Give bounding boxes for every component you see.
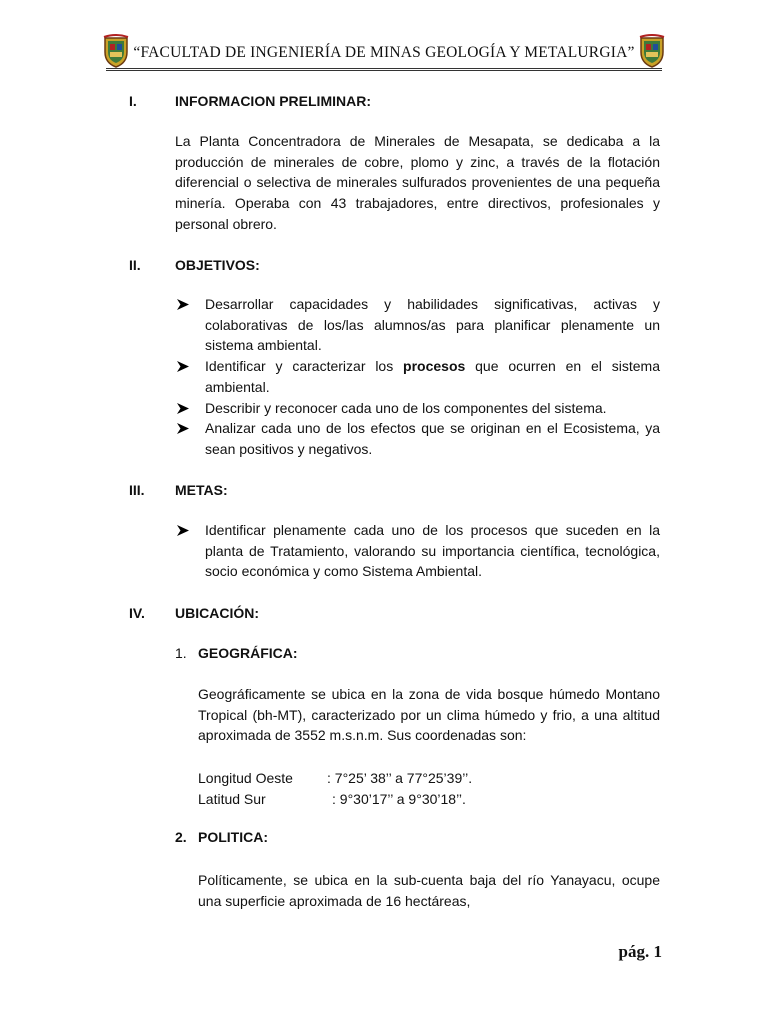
arrow-bullet-icon	[177, 525, 189, 536]
header-title: “FACULTAD DE INGENIERÍA DE MINAS GEOLOGÍA Y METALURGIA”	[133, 44, 635, 61]
header-rule	[106, 68, 662, 71]
list-item	[175, 294, 660, 356]
paragraph-geografica: Geográficamente se ubica en la zona de vida bosque húmedo Montano Tropical (bh-MT), caracterizado por un clima húmedo y frio, a una altitud aproximada de 3552 m.s.n.m. Sus coordenadas son:	[198, 686, 660, 744]
list-item	[175, 356, 660, 397]
section-number: II.	[129, 257, 141, 273]
arrow-bullet-icon	[177, 361, 189, 372]
section-number: III.	[129, 482, 145, 498]
section-title: UBICACIÓN:	[175, 605, 259, 621]
coordinate-label: Latitud Sur	[198, 790, 266, 807]
bullet-text: Describir y reconocer cada uno de los componentes del sistema.	[205, 399, 607, 416]
coordinate-value: : 9°30’17’’ a 9°30’18’’.	[332, 790, 466, 807]
bullet-text: Desarrollar capacidades y habilidades significativas, activas y colaborativas de los/las alumnos/as para planificar plenamente un sistema ambiental.	[205, 296, 660, 354]
paragraph-politica: Políticamente, se ubica en la sub-cuenta baja del río Yanayacu, ocupe una superficie aproximada de 16 hectáreas,	[198, 872, 660, 909]
page-header	[100, 34, 668, 74]
bullet-bold-text: procesos	[403, 358, 466, 375]
arrow-bullet-icon	[177, 403, 189, 414]
page-number: pág. 1	[618, 942, 662, 961]
subsection-number: 2.	[175, 829, 187, 845]
list-item	[175, 418, 660, 459]
subsection-title: POLITICA:	[198, 829, 268, 845]
bullet-text: Analizar cada uno de los efectos que se originan en el Ecosistema, ya sean positivos y negativos.	[205, 420, 660, 457]
list-item	[175, 520, 660, 582]
section-number: IV.	[129, 605, 145, 621]
list-item	[175, 398, 660, 419]
objetivos-list	[175, 294, 660, 460]
bullet-text: que ocurren en el sistema ambiental.	[205, 358, 660, 395]
section-number: I.	[129, 93, 137, 109]
coordinate-value: : 7°25’ 38’’ a 77°25’39’’.	[327, 770, 473, 786]
arrow-bullet-icon	[177, 299, 189, 310]
paragraph-informacion: La Planta Concentradora de Minerales de Mesapata, se dedicaba a la producción de minerales de cobre, plomo y zinc, a través de la flotación diferencial o selectiva de minerales sulfurados provenientes de una pequeña minería. Operaba con 43 trabajadores, entre directivos, profesionales y personal obrero.	[175, 133, 660, 232]
arrow-bullet-icon	[177, 423, 189, 434]
bullet-text: Identificar y caracterizar los	[205, 358, 404, 375]
coordinate-label: Longitud Oeste	[198, 770, 293, 786]
university-seal-right-icon	[638, 34, 666, 68]
metas-list	[175, 520, 660, 582]
subsection-title: GEOGRÁFICA:	[198, 645, 298, 661]
bullet-text: Identificar plenamente cada uno de los procesos que suceden en la planta de Tratamiento, valorando su importancia científica, tecnológica, socio económica y como Sistema Ambiental.	[205, 522, 660, 580]
section-title: INFORMACION PRELIMINAR:	[175, 93, 371, 109]
section-title: METAS:	[175, 482, 228, 498]
subsection-number: 1.	[175, 645, 187, 661]
section-title: OBJETIVOS:	[175, 257, 260, 273]
